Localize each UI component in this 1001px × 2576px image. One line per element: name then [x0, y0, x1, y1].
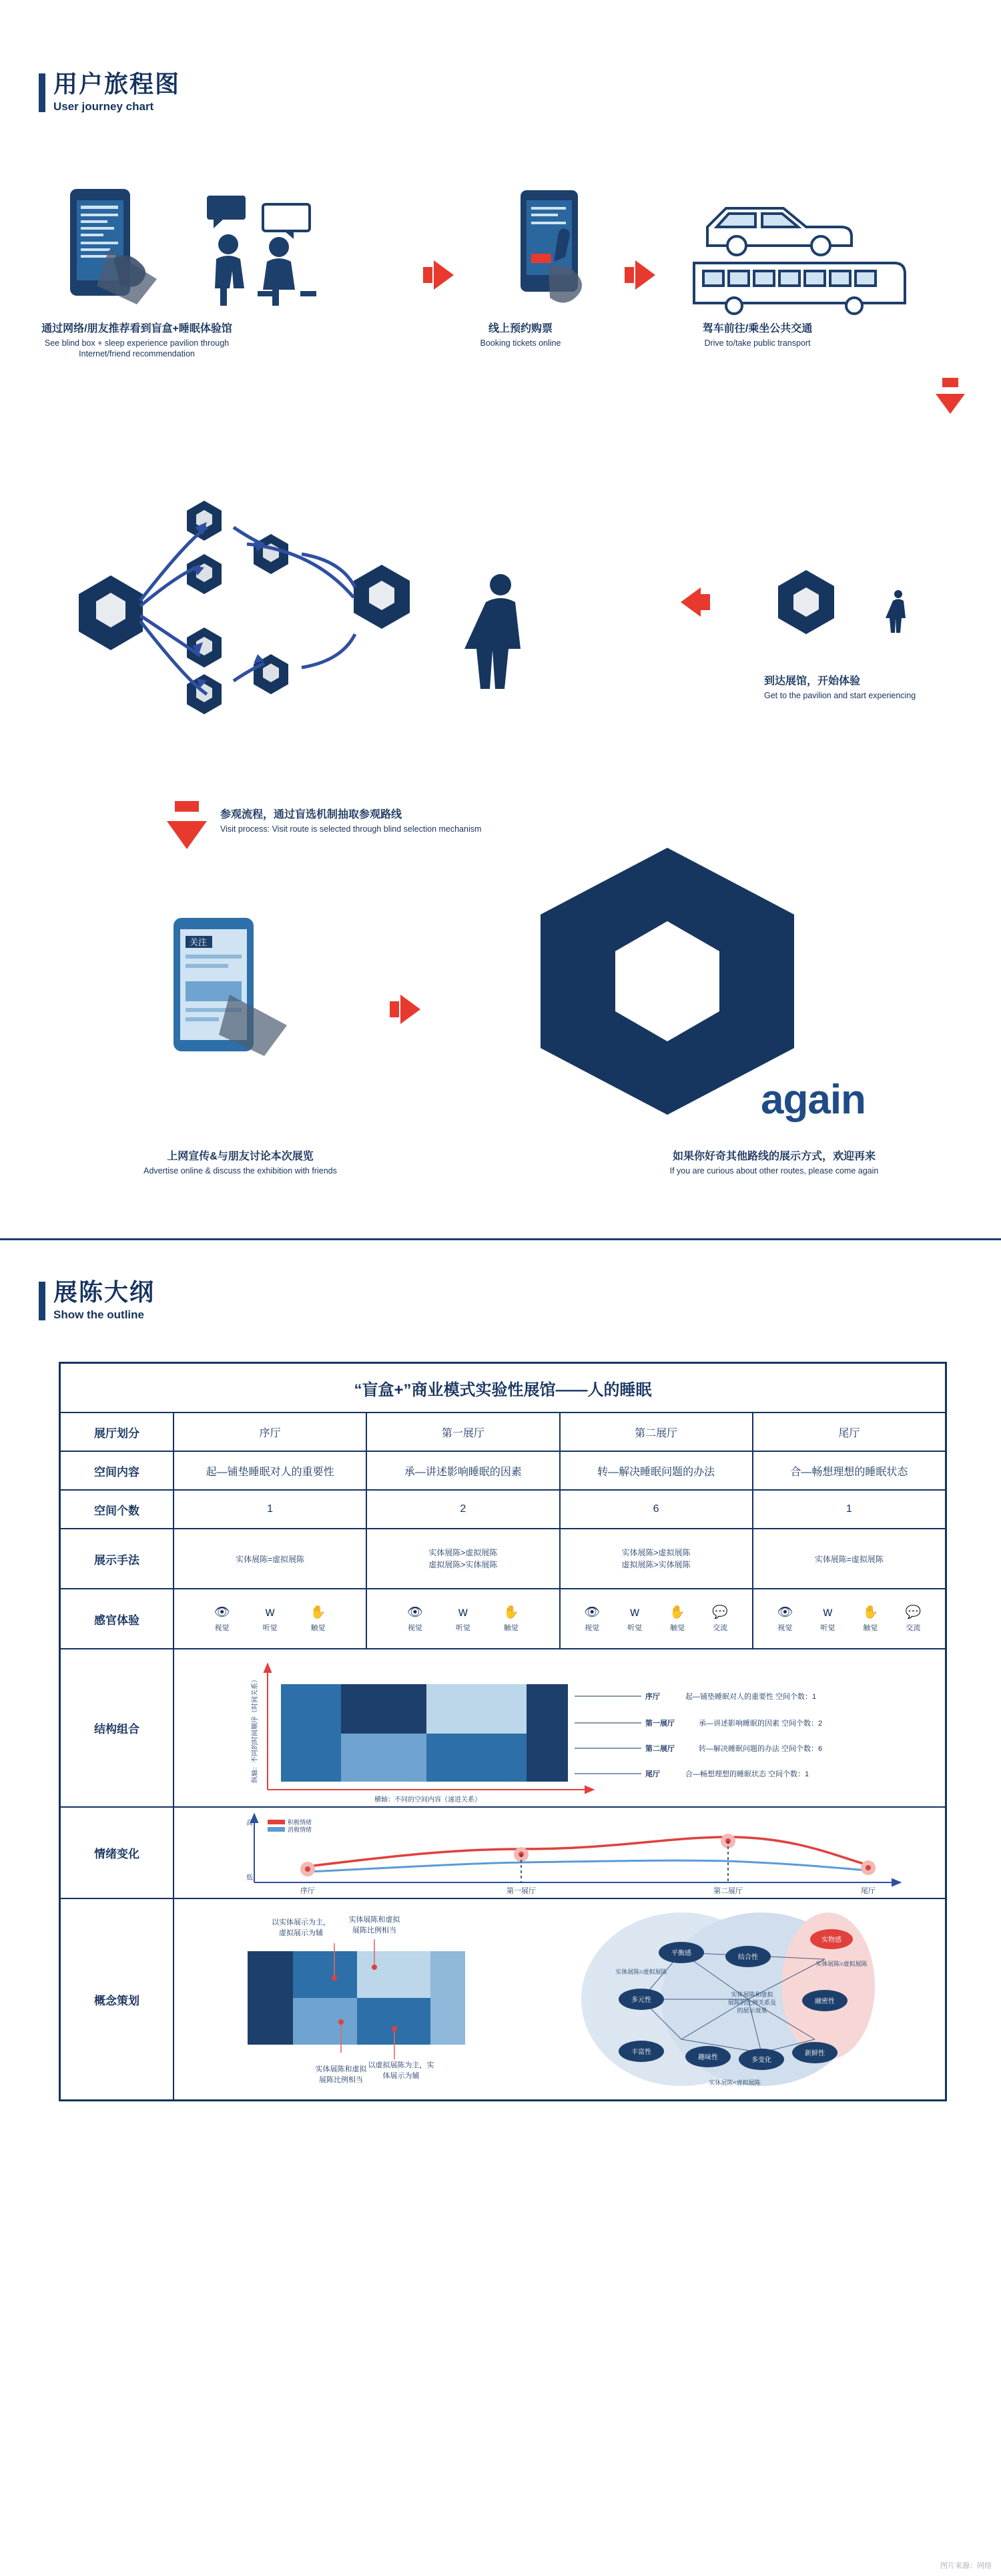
outline-table — [59, 1362, 947, 2101]
svg-text:序厅: 序厅 — [645, 1693, 660, 1701]
table-cell: 尾厅 — [838, 1427, 860, 1439]
svg-text:虚拟展示为辅: 虚拟展示为辅 — [279, 1929, 323, 1937]
sense-item — [207, 1605, 238, 1633]
svg-text:多元性: 多元性 — [631, 1997, 651, 2004]
svg-text:低: 低 — [246, 1874, 253, 1882]
svg-text:实体展陈=虚拟展陈: 实体展陈=虚拟展陈 — [815, 1961, 868, 1967]
svg-text:第二展厅: 第二展厅 — [645, 1745, 675, 1753]
sense-item — [855, 1605, 886, 1633]
journey-caption-4 — [764, 674, 951, 701]
svg-text:融密性: 融密性 — [815, 1998, 835, 2005]
journey-caption-7-cn: 如果你好奇其他路线的展示方式，欢迎再来 — [672, 1151, 876, 1162]
svg-text:展陈的比例关系及: 展陈的比例关系及 — [727, 1999, 777, 2006]
table-title: “盲盒+”商业模式实验性展馆——人的睡眠 — [61, 1364, 945, 1413]
journey-caption-1-en: See blind box + sleep experience pavilion through Internet/friend recommendation — [44, 338, 230, 358]
sense-label: 交流 — [713, 1623, 728, 1632]
sense-label: 听觉 — [455, 1623, 470, 1632]
svg-text:高: 高 — [246, 1820, 253, 1827]
svg-text:实物感: 实物感 — [821, 1937, 842, 1944]
table-cell-text: 实体展陈=虚拟展陈 — [236, 1554, 305, 1564]
table-cell — [561, 1529, 753, 1588]
svg-text:实体展陈和虚拟: 实体展陈和虚拟 — [348, 1916, 400, 1924]
journey-arrow-4-stub — [701, 594, 710, 610]
eye-icon: 👁 — [406, 1605, 423, 1619]
sense-label: 视觉 — [777, 1623, 793, 1632]
table-row-sense — [61, 1589, 945, 1649]
hand-icon: ✋ — [310, 1605, 326, 1619]
table-cell-text-a: 实体展陈>虚拟展陈 — [621, 1548, 691, 1557]
sense-label: 触觉 — [503, 1623, 519, 1632]
svg-text:新鲜性: 新鲜性 — [805, 2050, 825, 2057]
section-divider — [0, 1238, 1001, 1240]
svg-text:合—畅想理想的睡眠状态 空间个数：1: 合—畅想理想的睡眠状态 空间个数：1 — [685, 1770, 809, 1778]
table-cell-text-b: 虚拟展陈>实体展陈 — [428, 1560, 498, 1569]
journey-caption-4-cn: 到达展馆，开始体验 — [764, 676, 861, 687]
phone-hand-icon — [57, 186, 177, 312]
ear-icon: w — [265, 1605, 275, 1619]
ear-icon: w — [630, 1605, 639, 1619]
emotion-chart — [174, 1808, 945, 1898]
row-label: 展示手法 — [61, 1529, 174, 1588]
table-cell: 第一展厅 — [367, 1413, 560, 1451]
table-row-concept — [61, 1899, 945, 2099]
svg-text:第一展厅: 第一展厅 — [507, 1887, 536, 1895]
sense-label: 听觉 — [820, 1623, 836, 1632]
sense-group — [753, 1589, 945, 1648]
journey-arrow-1 — [434, 260, 454, 290]
sense-item — [769, 1605, 800, 1633]
hand-icon: ✋ — [862, 1605, 879, 1619]
section-2-title-en: Show the outline — [53, 1308, 144, 1321]
section-2-accent-bar — [39, 1282, 45, 1320]
journey-caption-2 — [434, 322, 607, 348]
table-row-structure — [61, 1649, 945, 1808]
table-row — [61, 1491, 945, 1529]
journey-caption-7 — [601, 1149, 948, 1176]
svg-text:体展示为辅: 体展示为辅 — [382, 2072, 420, 2080]
section-1-title-en: User journey chart — [53, 99, 154, 113]
eye-icon: 👁 — [214, 1605, 230, 1619]
row-label: 空间内容 — [61, 1452, 174, 1489]
svg-text:实体展陈和虚拟: 实体展陈和虚拟 — [731, 1991, 773, 1998]
ear-icon: w — [458, 1605, 468, 1619]
sense-label: 交流 — [906, 1623, 921, 1632]
row-label: 情绪变化 — [61, 1808, 174, 1898]
svg-text:纵轴：不同的时间顺序（时间关系）: 纵轴：不同的时间顺序（时间关系） — [252, 1676, 259, 1783]
svg-text:实体展陈<虚拟展陈: 实体展陈<虚拟展陈 — [709, 2079, 761, 2086]
hexagon-person-icon — [774, 566, 934, 639]
row-label: 空间个数 — [61, 1491, 174, 1528]
table-cell: 1 — [174, 1491, 367, 1528]
sense-group — [367, 1589, 560, 1648]
svg-text:关注: 关注 — [190, 937, 208, 947]
sense-item — [705, 1605, 735, 1633]
hand-icon: ✋ — [503, 1605, 519, 1619]
journey-caption-2-en: Booking tickets online — [480, 338, 561, 348]
table-cell — [367, 1529, 560, 1588]
again-label: again — [761, 1077, 866, 1123]
sense-label: 听觉 — [262, 1623, 278, 1632]
table-cell: 承—讲述影响睡眠的因素 — [367, 1452, 560, 1489]
svg-text:尾厅: 尾厅 — [861, 1887, 876, 1895]
car-bus-icon — [687, 188, 948, 315]
table-row — [61, 1452, 945, 1491]
sense-item — [619, 1605, 650, 1633]
svg-text:第一展厅: 第一展厅 — [645, 1720, 675, 1728]
sense-item — [496, 1605, 527, 1633]
svg-text:消极情绪: 消极情绪 — [288, 1826, 312, 1833]
journey-caption-3-cn: 驾车前往/乘坐公共交通 — [702, 323, 813, 334]
table-cell-text-a: 实体展陈>虚拟展陈 — [428, 1548, 498, 1557]
svg-text:结合性: 结合性 — [738, 1954, 758, 1961]
sense-group — [174, 1589, 367, 1648]
table-cell: 合—畅想理想的睡眠状态 — [790, 1466, 908, 1478]
table-cell: 1 — [846, 1503, 852, 1515]
journey-arrow-2 — [635, 260, 655, 290]
journey-arrow-4 — [681, 587, 701, 617]
journey-arrow-6 — [400, 995, 420, 1024]
journey-caption-4-en: Get to the pavilion and start experiencing — [764, 690, 916, 700]
journey-caption-3-en: Drive to/take public transport — [704, 338, 811, 348]
section-1-accent-bar — [39, 73, 45, 112]
table-cell-text: 实体展陈=虚拟展陈 — [814, 1554, 884, 1564]
svg-text:积极情绪: 积极情绪 — [288, 1819, 312, 1826]
journey-arrow-2-stub — [625, 267, 634, 283]
phone-tap-icon — [507, 187, 621, 314]
section-1-title — [53, 71, 180, 113]
svg-text:起—铺垫睡眠对人的重要性 空间个数：1: 起—铺垫睡眠对人的重要性 空间个数：1 — [685, 1693, 817, 1701]
eye-icon: 👁 — [777, 1605, 793, 1619]
sense-item — [577, 1605, 607, 1633]
route-hexagons-icon — [40, 461, 627, 728]
row-label: 感官体验 — [61, 1589, 174, 1648]
table-cell — [753, 1529, 945, 1588]
structure-diagram — [174, 1649, 945, 1806]
section-1-title-cn: 用户旅程图 — [53, 70, 181, 97]
svg-text:展陈比例相当: 展陈比例相当 — [319, 2076, 363, 2084]
sense-label: 视觉 — [214, 1623, 230, 1632]
table-cell: 第二展厅 — [561, 1413, 753, 1451]
svg-text:转—解决睡眠问题的办法 空间个数：6: 转—解决睡眠问题的办法 空间个数：6 — [699, 1745, 823, 1753]
svg-text:趣味性: 趣味性 — [698, 2054, 718, 2061]
hand-icon: ✋ — [669, 1605, 685, 1619]
sense-item — [448, 1605, 478, 1633]
row-label: 展厅划分 — [61, 1413, 174, 1451]
phone-share-icon — [160, 915, 314, 1068]
journey-caption-2-cn: 线上预约购票 — [488, 323, 553, 334]
journey-caption-1-cn: 通过网络/朋友推荐看到盲盒+睡眠体验馆 — [41, 323, 232, 334]
eye-icon: 👁 — [584, 1605, 601, 1619]
table-cell: 2 — [367, 1491, 560, 1528]
sense-item — [898, 1605, 928, 1633]
svg-text:序厅: 序厅 — [300, 1887, 315, 1895]
journey-caption-7-en: If you are curious about other routes, please come again — [669, 1166, 879, 1176]
journey-arrow-3-stub — [942, 378, 958, 387]
sense-label: 触觉 — [310, 1623, 326, 1632]
journey-arrow-1-stub — [423, 267, 432, 283]
sense-item — [662, 1605, 693, 1633]
table-cell: 转—解决睡眠问题的办法 — [561, 1452, 753, 1489]
sense-item — [255, 1605, 286, 1633]
concept-diagram — [174, 1899, 945, 2099]
svg-text:实体展陈和虚拟: 实体展陈和虚拟 — [315, 2065, 367, 2073]
chat-icon: 💬 — [712, 1605, 728, 1619]
sense-item — [400, 1605, 430, 1633]
table-cell — [174, 1529, 367, 1588]
row-label: 概念策划 — [61, 1899, 174, 2099]
journey-caption-5 — [220, 808, 534, 834]
table-row-emotion — [61, 1808, 945, 1899]
two-people-talking-icon — [194, 192, 327, 312]
sense-label: 听觉 — [627, 1623, 643, 1632]
journey-arrow-5 — [167, 821, 207, 849]
table-cell: 起—铺垫睡眠对人的重要性 — [174, 1452, 367, 1489]
svg-text:丰富性: 丰富性 — [631, 2049, 651, 2056]
table-cell: 序厅 — [174, 1413, 367, 1451]
table-cell: 6 — [561, 1491, 753, 1528]
footer-credit: 图片来源：网络 — [940, 2562, 992, 2570]
sense-item — [812, 1605, 843, 1633]
journey-arrow-3 — [936, 394, 965, 414]
svg-text:第二展厅: 第二展厅 — [713, 1887, 743, 1895]
svg-text:横轴：不同的空间内容（递进关系）: 横轴：不同的空间内容（递进关系） — [374, 1796, 481, 1804]
svg-text:平衡感: 平衡感 — [671, 1950, 691, 1957]
section-2-title — [53, 1279, 155, 1322]
journey-caption-1 — [27, 322, 247, 359]
sense-label: 触觉 — [670, 1623, 685, 1632]
svg-text:的展示效果: 的展示效果 — [737, 2007, 767, 2014]
sense-label: 视觉 — [585, 1623, 600, 1632]
journey-caption-5-cn: 参观流程，通过盲选机制抽取参观路线 — [220, 809, 402, 820]
sense-item — [303, 1605, 334, 1633]
sense-label: 触觉 — [863, 1623, 878, 1632]
svg-text:以虚拟展陈为主，实: 以虚拟展陈为主，实 — [368, 2061, 434, 2069]
section-2-title-cn: 展陈大纲 — [53, 1278, 155, 1306]
journey-caption-6 — [120, 1149, 360, 1176]
journey-arrow-6-stub — [390, 1001, 399, 1017]
ear-icon: w — [823, 1605, 833, 1619]
svg-text:实体展陈=虚拟展陈: 实体展陈=虚拟展陈 — [615, 1969, 667, 1975]
chat-icon: 💬 — [905, 1605, 922, 1619]
journey-arrow-5-stub — [175, 801, 199, 812]
svg-text:尾厅: 尾厅 — [645, 1770, 660, 1778]
table-cell-text-b: 虚拟展陈>实体展陈 — [621, 1560, 691, 1569]
journey-caption-3 — [647, 322, 868, 348]
table-row — [61, 1413, 945, 1452]
journey-caption-6-en: Advertise online & discuss the exhibition with friends — [143, 1166, 337, 1176]
svg-text:展陈比例相当: 展陈比例相当 — [352, 1926, 396, 1935]
row-label: 结构组合 — [61, 1649, 174, 1806]
sense-group — [561, 1589, 753, 1648]
svg-text:多变化: 多变化 — [751, 2057, 771, 2064]
table-row — [61, 1529, 945, 1589]
sense-label: 视觉 — [407, 1623, 422, 1632]
svg-text:承—讲述影响睡眠的因素 空间个数：2: 承—讲述影响睡眠的因素 空间个数：2 — [699, 1720, 823, 1728]
svg-text:以实体展示为主，: 以实体展示为主， — [272, 1918, 330, 1926]
journey-caption-6-cn: 上网宣传&与朋友讨论本次展览 — [167, 1151, 314, 1162]
journey-caption-5-en: Visit process: Visit route is selected through blind selection mechanism — [220, 824, 482, 834]
